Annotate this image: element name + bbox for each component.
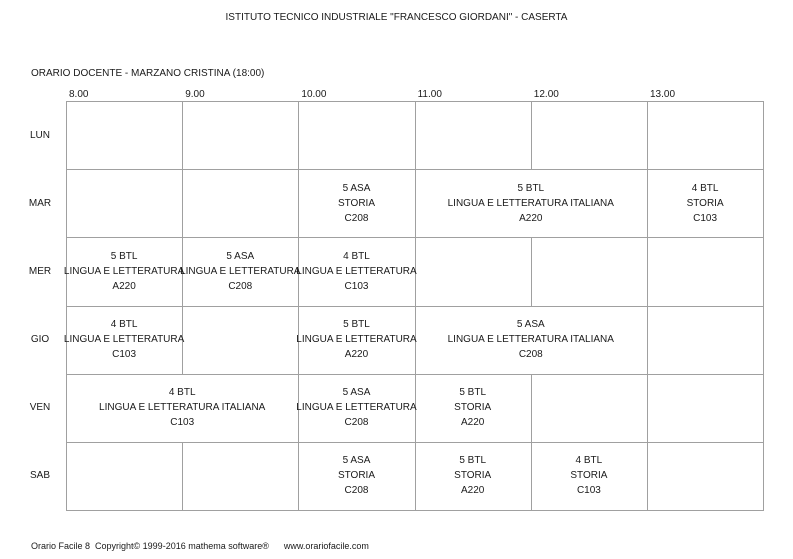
- lesson-room: C103: [576, 485, 601, 497]
- lesson-cell: [415, 306, 647, 374]
- grid-column-line: [647, 374, 648, 442]
- lesson-cell: [415, 169, 647, 237]
- lesson-room: A220: [461, 485, 485, 497]
- grid-column-line: [298, 101, 299, 169]
- lesson-cell: [415, 374, 531, 442]
- day-label: MAR: [28, 197, 52, 209]
- teacher-heading: ORARIO DOCENTE - MARZANO CRISTINA (18:00): [31, 68, 265, 79]
- lesson-room: C208: [228, 280, 253, 292]
- lesson-cell: [63, 237, 185, 305]
- grid-column-line: [182, 442, 183, 510]
- lesson-cell: [66, 374, 298, 442]
- lesson-class: 5 ASA: [226, 250, 255, 262]
- lesson-subject: LINGUA E LETTERATURA ITALIANA: [99, 402, 266, 414]
- lesson-class: 4 BTL: [343, 250, 370, 262]
- lesson-room: A220: [112, 280, 136, 292]
- grid-column-line: [182, 101, 183, 169]
- time-label: 12.00: [533, 89, 559, 100]
- grid-column-line: [415, 101, 416, 169]
- lesson-room: C103: [693, 212, 718, 224]
- lesson-class: 5 ASA: [342, 387, 371, 399]
- lesson-class: 5 ASA: [516, 319, 545, 331]
- grid-column-line: [531, 237, 532, 306]
- day-label: VEN: [29, 402, 51, 414]
- lesson-cell: [531, 442, 647, 510]
- school-title: ISTITUTO TECNICO INDUSTRIALE "FRANCESCO GIORDANI" - CASERTA: [225, 12, 568, 23]
- day-label: SAB: [29, 470, 50, 482]
- lesson-cell: [415, 442, 531, 510]
- day-label: MER: [28, 265, 52, 277]
- lesson-subject: LINGUA E LETTERATURA ITALIANA: [447, 334, 614, 346]
- lesson-class: 4 BTL: [168, 387, 196, 399]
- lesson-subject: LINGUA E LETTERATURA: [63, 265, 185, 277]
- lesson-room: C103: [112, 349, 137, 361]
- time-label: 10.00: [301, 89, 327, 100]
- lesson-room: C208: [518, 349, 543, 361]
- footer-copyright: Orario Facile 8 Copyright© 1999-2016 mathema software® www.orariofacile.com: [31, 541, 369, 551]
- grid-column-line: [531, 101, 532, 169]
- lesson-room: A220: [519, 212, 543, 224]
- lesson-class: 5 BTL: [343, 319, 370, 331]
- lesson-class: 4 BTL: [691, 182, 719, 194]
- lesson-subject: STORIA: [686, 197, 724, 209]
- lesson-cell: [296, 237, 417, 305]
- day-label: GIO: [30, 334, 50, 345]
- grid-column-line: [647, 442, 648, 510]
- lesson-class: 5 BTL: [459, 455, 487, 467]
- lesson-cell: [180, 237, 301, 305]
- lesson-room: C208: [344, 485, 369, 497]
- lesson-class: 4 BTL: [110, 319, 138, 331]
- lesson-subject: STORIA: [454, 402, 492, 414]
- lesson-subject: LINGUA E LETTERATURA: [296, 265, 417, 277]
- lesson-subject: STORIA: [337, 470, 375, 482]
- lesson-room: C208: [344, 212, 369, 224]
- grid-column-line: [647, 237, 648, 306]
- lesson-subject: LINGUA E LETTERATURA ITALIANA: [447, 197, 614, 209]
- grid-border-line: [763, 101, 764, 511]
- lesson-subject: STORIA: [454, 470, 492, 482]
- lesson-subject: LINGUA E LETTERATURA: [180, 265, 301, 277]
- lesson-class: 5 BTL: [517, 182, 545, 194]
- grid-column-line: [531, 374, 532, 442]
- day-label: LUN: [29, 129, 50, 141]
- grid-row-line: [66, 510, 763, 511]
- lesson-room: C208: [344, 417, 369, 429]
- grid-column-line: [647, 101, 648, 169]
- lesson-class: 5 ASA: [342, 455, 371, 467]
- lesson-cell: [298, 442, 414, 510]
- lesson-cell: [296, 306, 417, 374]
- lesson-room: A220: [344, 349, 369, 361]
- grid-column-line: [182, 169, 183, 237]
- lesson-subject: LINGUA E LETTERATURA: [296, 334, 417, 346]
- time-label: 11.00: [417, 89, 442, 100]
- lesson-cell: [298, 169, 414, 237]
- lesson-subject: LINGUA E LETTERATURA: [296, 402, 417, 414]
- lesson-class: 5 ASA: [342, 182, 371, 194]
- lesson-subject: LINGUA E LETTERATURA: [63, 334, 185, 346]
- time-label: 13.00: [650, 89, 676, 100]
- lesson-class: 5 BTL: [110, 250, 138, 262]
- lesson-room: C103: [344, 280, 369, 292]
- lesson-cell: [296, 374, 417, 442]
- lesson-class: 5 BTL: [459, 387, 487, 399]
- time-label: 9.00: [185, 89, 205, 100]
- timetable-grid: [63, 101, 763, 510]
- lesson-cell: [647, 169, 763, 237]
- time-label: 8.00: [69, 89, 89, 100]
- grid-column-line: [647, 306, 648, 374]
- lesson-room: A220: [461, 417, 485, 429]
- lesson-subject: STORIA: [570, 470, 608, 482]
- lesson-room: C103: [170, 417, 195, 429]
- lesson-cell: [63, 306, 185, 374]
- lesson-subject: STORIA: [337, 197, 375, 209]
- lesson-class: 4 BTL: [575, 455, 603, 467]
